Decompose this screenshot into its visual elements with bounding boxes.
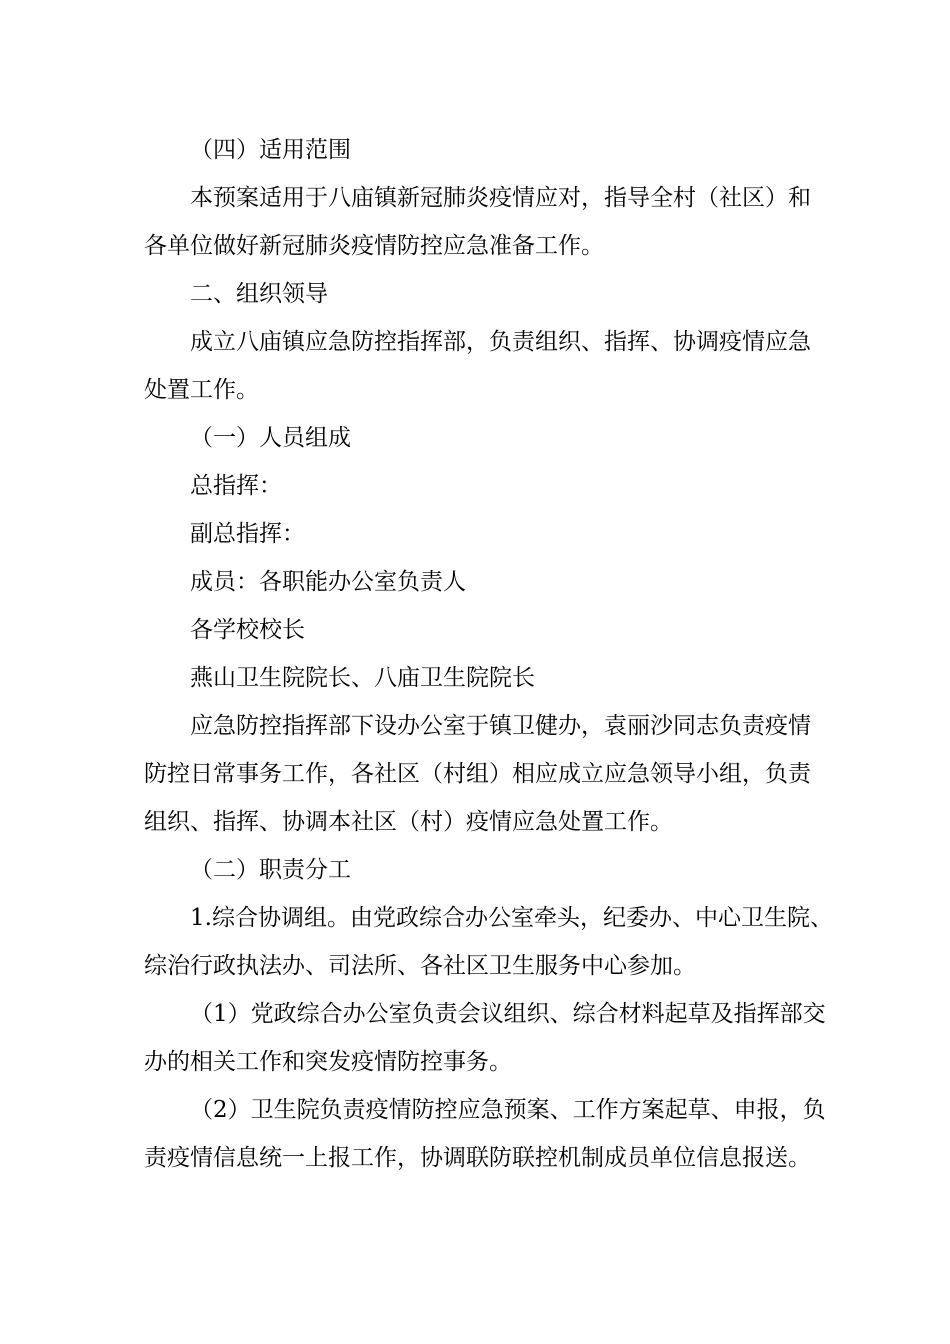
paragraph (144, 654, 810, 702)
text-line: （1）党政综合办公室负责会议组织、综合材料起草及指挥部交 (190, 1001, 826, 1027)
paragraph (144, 270, 810, 318)
paragraph (144, 894, 833, 990)
text-line: 1.综合协调组。由党政综合办公室牵头，纪委办、中心卫生院、 (190, 905, 833, 931)
text-line: 防控日常事务工作，各社区（村组）相应成立应急领导小组，负责 (144, 761, 811, 787)
paragraph (144, 1086, 826, 1182)
text-line: （二）职责分工 (190, 857, 351, 883)
text-line: 处置工作。 (144, 377, 259, 403)
text-line: （一）人员组成 (190, 425, 351, 451)
text-line: 成立八庙镇应急防控指挥部，负责组织、指挥、协调疫情应急 (190, 329, 811, 355)
paragraph (144, 606, 810, 654)
text-line: 总指挥： (190, 473, 282, 499)
text-line: 责疫情信息统一上报工作，协调联防联控机制成员单位信息报送。 (144, 1145, 811, 1171)
text-line: 应急防控指挥部下设办公室于镇卫健办，袁丽沙同志负责疫情 (190, 713, 811, 739)
text-line: 各学校校长 (190, 617, 305, 643)
text-line: 综治行政执法办、司法所、各社区卫生服务中心参加。 (144, 953, 696, 979)
text-line: 副总指挥： (190, 521, 305, 547)
document-body (144, 126, 833, 1182)
text-line: （四）适用范围 (190, 137, 351, 163)
paragraph (144, 702, 810, 846)
text-line: 办的相关工作和突发疫情防控事务。 (144, 1049, 512, 1075)
paragraph (144, 846, 810, 894)
text-line: 本预案适用于八庙镇新冠肺炎疫情应对，指导全村（社区）和 (190, 185, 811, 211)
paragraph (144, 318, 810, 414)
paragraph (144, 414, 810, 462)
paragraph (144, 174, 810, 270)
paragraph (144, 990, 826, 1086)
text-line: 各单位做好新冠肺炎疫情防控应急准备工作。 (144, 233, 604, 259)
text-line: （2）卫生院负责疫情防控应急预案、工作方案起草、申报，负 (190, 1097, 826, 1123)
paragraph (144, 510, 810, 558)
text-line: 成员：各职能办公室负责人 (190, 569, 466, 595)
text-line: 燕山卫生院院长、八庙卫生院院长 (190, 665, 535, 691)
text-line: 组织、指挥、协调本社区（村）疫情应急处置工作。 (144, 809, 673, 835)
paragraph (144, 558, 810, 606)
paragraph (144, 126, 810, 174)
paragraph (144, 462, 810, 510)
text-line: 二、组织领导 (190, 281, 328, 307)
